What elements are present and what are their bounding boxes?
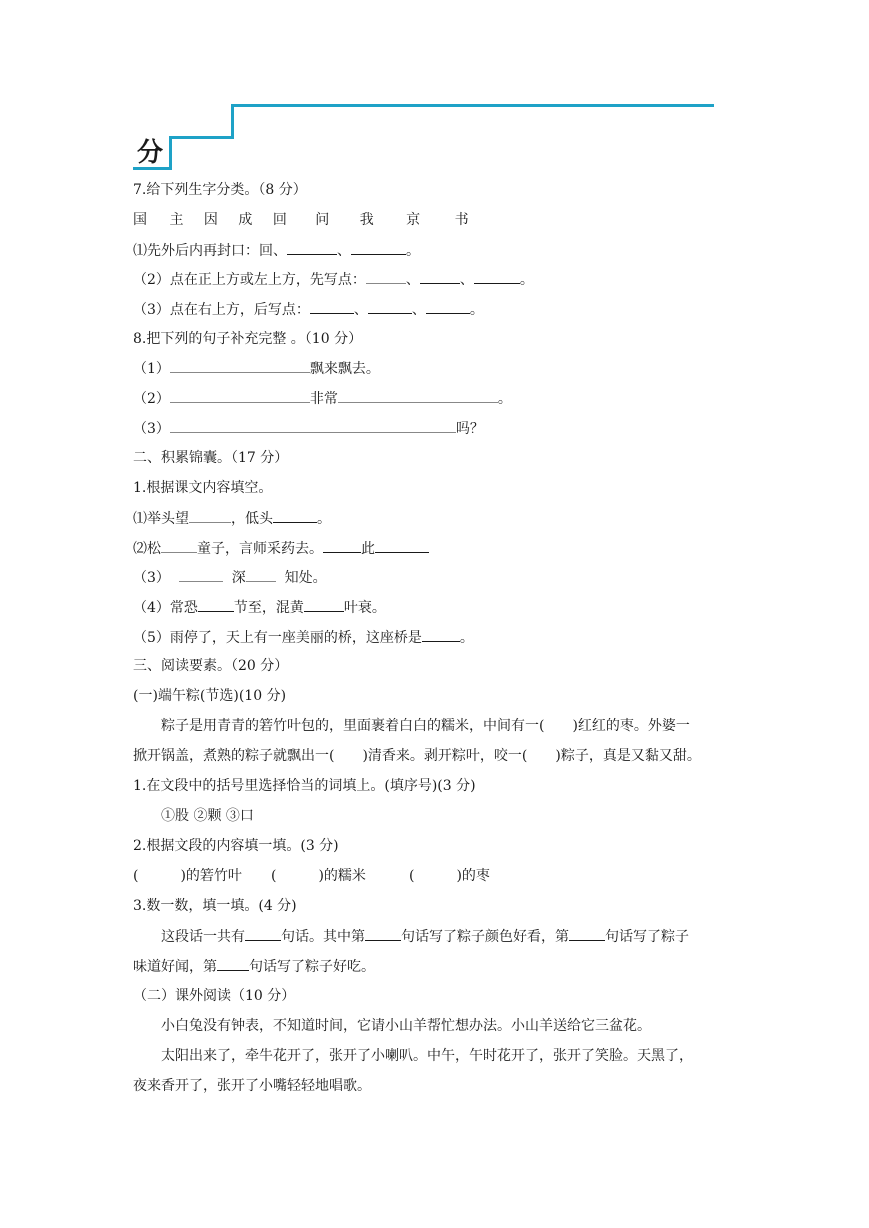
char-1: 国	[133, 212, 147, 228]
section2-title: 二、积累锦囊。（17 分）	[133, 450, 289, 466]
header-line-down	[169, 136, 172, 170]
poem-line1: ⑴举头望 ，低头 。	[133, 507, 331, 529]
reading1-q3: 3.数一数，填一填。(4 分)	[133, 898, 297, 914]
q8-sentence3: （3） 吗？	[133, 417, 484, 439]
char-5: 回	[272, 212, 287, 228]
poem-line2: ⑵松 童子，言师采药去。 此	[133, 537, 429, 559]
reading1-q3-line1: 这段话一共有 句话。其中第 句话写了粽子颜色好看，第 句话写了粽子	[161, 925, 689, 947]
blank[interactable]	[217, 955, 249, 971]
blank[interactable]	[426, 298, 470, 314]
blank[interactable]	[338, 387, 498, 403]
char-2: 主	[169, 212, 184, 228]
blank[interactable]	[368, 298, 412, 314]
blank[interactable]	[375, 537, 429, 553]
q7-part2: （2）点在正上方或左上方，先写点： 、 、 。	[133, 268, 534, 290]
reading2-title: （二）课外阅读（10 分）	[133, 988, 296, 1004]
blank[interactable]	[170, 357, 310, 373]
section3-title: 三、阅读要素。（20 分）	[133, 658, 289, 674]
poem-line4: （4）常恐 节至，混黄 叶衰。	[133, 596, 386, 618]
score-label: 分	[137, 138, 164, 168]
poem-line5: （5）雨停了，天上有一座美丽的桥，这座桥是 。	[133, 626, 474, 648]
blank[interactable]	[170, 387, 310, 403]
header-line-top	[231, 104, 714, 107]
poem-line3: （3） 深 知处。	[133, 566, 327, 588]
blank[interactable]	[273, 507, 317, 523]
header-line-step	[231, 104, 234, 138]
blank[interactable]	[304, 596, 344, 612]
char-7: 我	[359, 212, 374, 228]
q7-part3: （3）点在右上方，后写点： 、 、 。	[133, 298, 484, 320]
blank[interactable]	[366, 268, 406, 284]
q7-part1: ⑴先外后内再封口：回、 、 。	[133, 239, 420, 261]
char-4: 成	[238, 212, 253, 228]
reading1-q3-line2: 味道好闻，第 句话写了粽子好吃。	[133, 955, 375, 977]
blank[interactable]	[420, 268, 460, 284]
blank[interactable]	[170, 417, 456, 433]
reading1-fill-row: ( )的箬竹叶 ( )的糯米 ( )的枣	[133, 868, 490, 884]
reading1-para-line2: 掀开锅盖，煮熟的粽子就飘出一( )清香来。剥开粽叶，咬一( )粽子，真是又黏又甜。	[133, 748, 701, 764]
q7-characters	[133, 209, 469, 231]
blank[interactable]	[365, 925, 401, 941]
q8-sentence1: （1） 飘来飘去。	[133, 357, 380, 379]
section2-q1-title: 1.根据课文内容填空。	[133, 480, 273, 496]
char-3: 因	[203, 212, 218, 228]
blank[interactable]	[198, 596, 234, 612]
blank[interactable]	[422, 626, 460, 642]
header-line-mid	[172, 136, 234, 139]
blank[interactable]	[161, 537, 197, 553]
blank[interactable]	[474, 268, 520, 284]
blank[interactable]	[323, 537, 361, 553]
reading1-q1: 1.在文段中的括号里选择恰当的词填上。(填序号)(3 分)	[133, 778, 476, 794]
blank[interactable]	[351, 239, 406, 255]
blank[interactable]	[189, 507, 231, 523]
blank[interactable]	[179, 566, 223, 582]
blank[interactable]	[569, 925, 605, 941]
blank[interactable]	[287, 239, 337, 255]
reading1-q2: 2.根据文段的内容填一填。(3 分)	[133, 838, 339, 854]
char-9: 书	[454, 212, 469, 228]
reading2-para-line3: 夜来香开了，张开了小嘴轻轻地唱歌。	[133, 1078, 371, 1094]
blank[interactable]	[310, 298, 354, 314]
char-6: 问	[315, 212, 330, 228]
reading1-para-line1: 粽子是用青青的箬竹叶包的，里面裹着白白的糯米，中间有一( )红红的枣。外婆一	[161, 718, 690, 734]
blank[interactable]	[245, 925, 281, 941]
reading2-para-line2: 太阳出来了，牵牛花开了，张开了小喇叭。中午，午时花开了，张开了笑脸。天黑了，	[161, 1048, 693, 1064]
q7-title: 7.给下列生字分类。（8 分）	[133, 182, 307, 198]
q8-sentence2: （2） 非常 。	[133, 387, 512, 409]
reading1-title: (一)端午粽(节选)(10 分)	[133, 688, 287, 704]
blank[interactable]	[246, 566, 276, 582]
reading2-para-line1: 小白兔没有钟表，不知道时间，它请小山羊帮忙想办法。小山羊送给它三盆花。	[161, 1018, 651, 1034]
char-8: 京	[406, 212, 421, 228]
reading1-options: ①股 ②颗 ③口	[161, 808, 254, 824]
q8-title: 8.把下列的句子补充完整 。（10 分）	[133, 331, 363, 347]
